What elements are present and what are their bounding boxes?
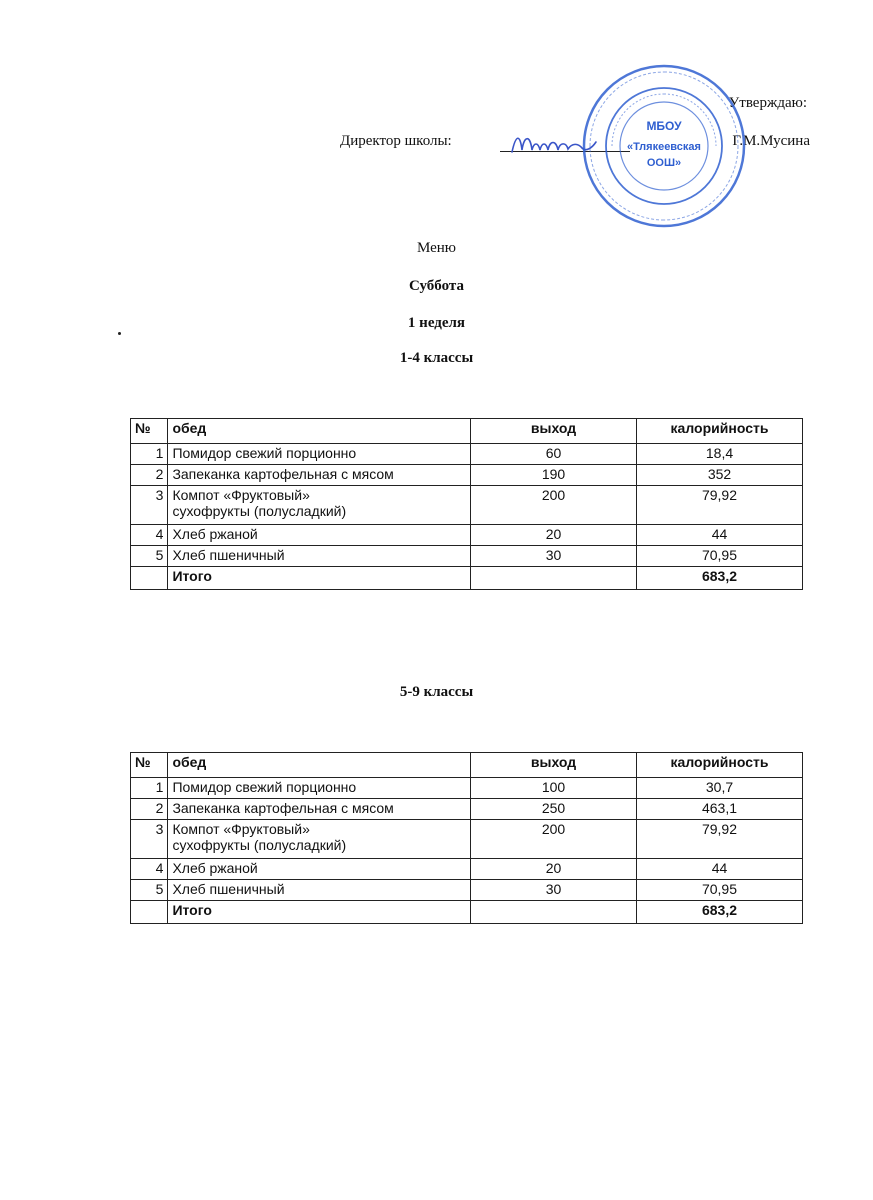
cell-no: 5 (131, 546, 168, 567)
table-row (131, 880, 803, 901)
week-title: 1 неделя (407, 315, 466, 331)
page-title: Меню (416, 240, 457, 256)
col-calories: калорийность (637, 419, 803, 444)
total-row (131, 567, 803, 590)
director-label: Директор школы: (340, 133, 452, 149)
cell-calories: 79,92 (637, 486, 803, 525)
svg-text:«Тлякеевская: «Тлякеевская (627, 141, 701, 153)
cell-calories: 30,7 (637, 778, 803, 799)
cell-dish: Помидор свежий порционно (168, 778, 471, 799)
cell-dish: Запеканка картофельная с мясом (168, 799, 471, 820)
table-row (131, 859, 803, 880)
table-header (131, 753, 803, 778)
group-title-1: 1-4 классы (399, 350, 474, 366)
cell-no (131, 901, 168, 924)
day-title: Суббота (409, 278, 464, 294)
cell-no: 5 (131, 880, 168, 901)
cell-dish-line1: Компот «Фруктовый» (172, 487, 310, 503)
total-row (131, 901, 803, 924)
cell-no: 2 (131, 465, 168, 486)
cell-dish: Помидор свежий порционно (168, 444, 471, 465)
cell-output: 200 (471, 486, 637, 525)
col-calories: калорийность (637, 753, 803, 778)
director-name: Г.М.Мусина (732, 133, 810, 149)
cell-output: 30 (471, 880, 637, 901)
cell-output: 60 (471, 444, 637, 465)
cell-no: 4 (131, 525, 168, 546)
stamp-seal-icon (580, 62, 748, 230)
cell-no (131, 567, 168, 590)
cell-output (471, 567, 637, 590)
table-header (131, 419, 803, 444)
cell-no: 1 (131, 778, 168, 799)
cell-dish: Запеканка картофельная с мясом (168, 465, 471, 486)
table-row (131, 444, 803, 465)
cell-calories: 352 (637, 465, 803, 486)
cell-output: 190 (471, 465, 637, 486)
cell-output: 250 (471, 799, 637, 820)
cell-calories: 463,1 (637, 799, 803, 820)
speck (118, 332, 121, 335)
cell-dish (168, 820, 471, 859)
cell-dish-line1: Компот «Фруктовый» (172, 821, 310, 837)
cell-dish (168, 486, 471, 525)
cell-calories: 18,4 (637, 444, 803, 465)
cell-dish-line2: сухофрукты (полусладкий) (172, 837, 347, 853)
cell-output: 30 (471, 546, 637, 567)
col-output: выход (471, 419, 637, 444)
cell-no: 3 (131, 820, 168, 859)
cell-output (471, 901, 637, 924)
table-row (131, 778, 803, 799)
total-label: Итого (168, 901, 471, 924)
approve-label: Утверждаю: (728, 95, 807, 111)
cell-dish: Хлеб пшеничный (168, 880, 471, 901)
cell-calories: 70,95 (637, 880, 803, 901)
table-row (131, 486, 803, 525)
col-output: выход (471, 753, 637, 778)
cell-dish: Хлеб пшеничный (168, 546, 471, 567)
cell-output: 200 (471, 820, 637, 859)
cell-no: 2 (131, 799, 168, 820)
cell-no: 3 (131, 486, 168, 525)
cell-calories: 44 (637, 525, 803, 546)
cell-calories: 70,95 (637, 546, 803, 567)
svg-text:ООШ»: ООШ» (646, 157, 682, 169)
total-calories: 683,2 (637, 567, 803, 590)
table-row (131, 525, 803, 546)
cell-no: 1 (131, 444, 168, 465)
table-row (131, 546, 803, 567)
group-title-2: 5-9 классы (399, 684, 474, 700)
cell-dish: Хлеб ржаной (168, 525, 471, 546)
cell-dish: Хлеб ржаной (168, 859, 471, 880)
table-row (131, 799, 803, 820)
col-dish: обед (168, 753, 471, 778)
table-row (131, 820, 803, 859)
cell-no: 4 (131, 859, 168, 880)
col-no: № (131, 419, 168, 444)
col-dish: обед (168, 419, 471, 444)
menu-table-1 (130, 418, 803, 590)
total-label: Итого (168, 567, 471, 590)
cell-dish-line2: сухофрукты (полусладкий) (172, 503, 347, 519)
menu-table-2 (130, 752, 803, 924)
col-no: № (131, 753, 168, 778)
cell-calories: 79,92 (637, 820, 803, 859)
cell-output: 20 (471, 859, 637, 880)
total-calories: 683,2 (637, 901, 803, 924)
cell-output: 20 (471, 525, 637, 546)
cell-calories: 44 (637, 859, 803, 880)
cell-output: 100 (471, 778, 637, 799)
svg-text:МБОУ: МБОУ (646, 119, 682, 133)
table-row (131, 465, 803, 486)
